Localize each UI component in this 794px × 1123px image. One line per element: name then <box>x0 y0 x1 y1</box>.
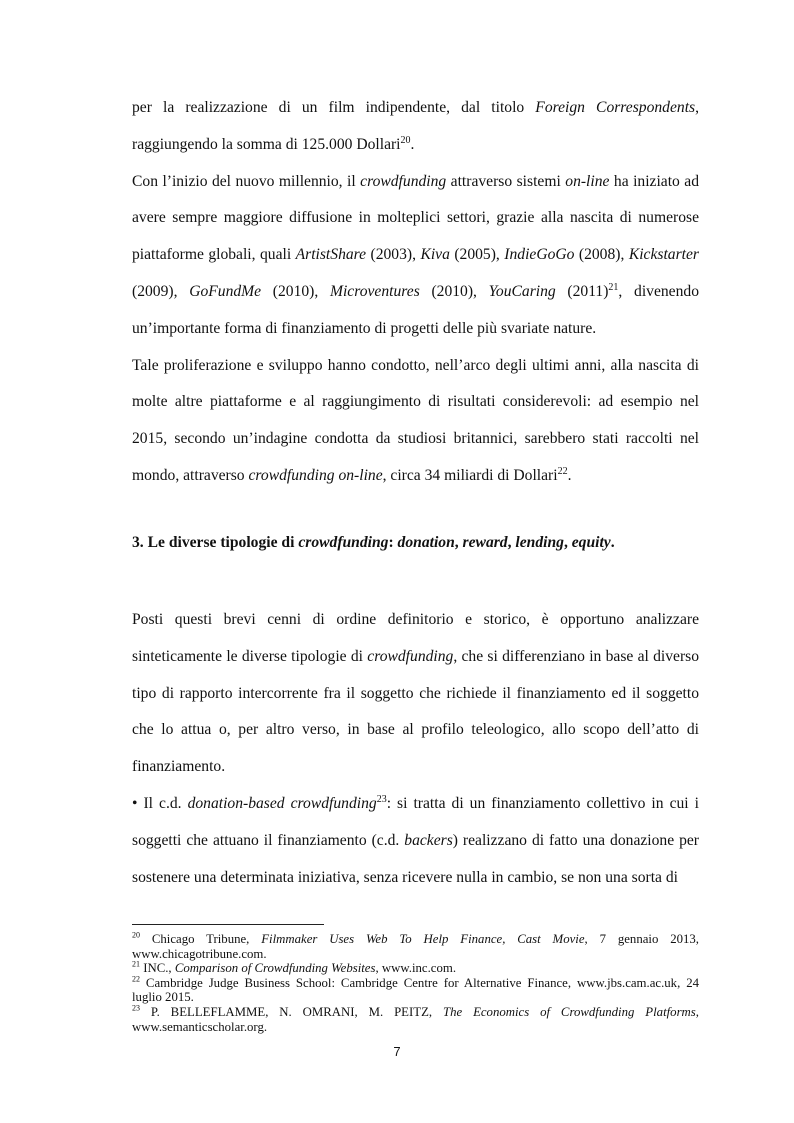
footnote-23 <box>132 1005 699 1034</box>
paragraph-foreign-correspondents <box>132 90 699 164</box>
footnote-ref: 20 <box>132 930 140 940</box>
text-run: , 7 gennaio 2013, www.chicagotribune.com. <box>132 932 699 961</box>
text-run: INC., <box>140 961 175 976</box>
text-run: , www.inc.com. <box>375 961 457 976</box>
text-run: attraverso sistemi <box>446 172 566 190</box>
text-run: , raggiungendo la somma di 125.000 Dollari <box>132 99 699 153</box>
text-run: Comparison of Crowdfunding Websites <box>174 961 376 976</box>
paragraph-proliferation <box>132 348 699 495</box>
text-run: P. BELLEFLAMME, N. OMRANI, M. PEITZ, <box>140 1004 443 1019</box>
footnote-ref: 21 <box>132 959 140 969</box>
text-run: (2005), <box>449 246 505 264</box>
text-run: ha iniziato ad avere sempre maggiore diffusione in molteplici settori, grazie alla nascita di numerose piattaforme globali, quali <box>132 172 700 264</box>
footnote-20 <box>132 932 699 961</box>
text-run: GoFundMe <box>189 282 262 300</box>
text-run: reward <box>462 534 508 551</box>
text-run: (2008), <box>574 246 629 264</box>
text-run: crowdfunding <box>367 647 454 665</box>
text-run: ) realizzano di fatto una donazione per sostenere una determinata iniziativa, senza ricevere nulla in cambio, se non una sorta di <box>132 831 700 886</box>
text-run: , www.semanticscholar.org. <box>132 1004 699 1034</box>
text-run: , circa 34 miliardi di Dollari <box>382 466 558 484</box>
text-run: donation <box>397 534 455 551</box>
text-run: , <box>507 534 516 551</box>
text-run: YouCaring <box>488 282 556 300</box>
text-run: (2010), <box>419 282 489 300</box>
footnote-ref: 21 <box>608 281 619 293</box>
text-run: The Economics of Crowdfunding Platforms <box>442 1004 696 1019</box>
text-run: crowdfunding <box>360 172 447 190</box>
text-run: Foreign Correspondents <box>535 99 696 116</box>
footnote-ref: 23 <box>376 793 387 805</box>
text-run: Posti questi brevi cenni di ordine definitorio e storico, è opportuno analizzare sinteticamente le diverse tipologie di <box>132 611 699 665</box>
text-run: crowdfunding on-line <box>248 466 383 484</box>
text-run: (2003), <box>366 246 421 264</box>
text-run: . <box>410 135 415 153</box>
text-run: 3. Le diverse tipologie di <box>132 534 299 551</box>
footnote-ref: 22 <box>557 465 568 477</box>
paragraph-new-millennium <box>132 164 699 348</box>
text-run: Filmmaker Uses Web To Help Finance, Cast Movie <box>261 932 585 946</box>
text-run: Microventures <box>329 282 420 300</box>
text-run: Con l’inizio del nuovo millennio, il <box>132 172 361 190</box>
footnote-separator <box>132 924 324 925</box>
text-run: Kiva <box>420 246 450 264</box>
text-run: , che si differenziano in base al diverso tipo di rapporto intercorrente fra il soggetto che richiede il finanziamento ed il soggetto che lo attua o, per altro verso, in base al profilo teleologico, allo scopo dell’atto di finanziamento. <box>132 647 700 776</box>
text-run: Cambridge Judge Business School: Cambridge Centre for Alternative Finance, www.jbs.cam.ac.uk, 24 luglio 2015. <box>132 975 699 1005</box>
section-heading <box>132 534 615 552</box>
text-run: , <box>563 534 572 551</box>
text-run: (2009), <box>132 282 190 300</box>
body-text-top <box>132 90 699 495</box>
text-run: (2010), <box>261 282 330 300</box>
text-run: lending <box>515 534 564 551</box>
text-run: Chicago Tribune, <box>140 932 262 946</box>
footnote-21 <box>132 961 699 976</box>
text-run: : <box>388 534 398 551</box>
text-run: IndieGoGo <box>504 246 575 264</box>
text-run: . <box>567 466 572 484</box>
paragraph-donation-based <box>132 786 699 896</box>
text-run: , divenendo un’importante forma di finanziamento di progetti delle più svariate nature. <box>132 282 699 337</box>
text-run: donation-based crowdfunding <box>187 794 377 812</box>
text-run: backers <box>404 831 453 849</box>
text-run: on-line <box>565 172 610 190</box>
text-run: (2011) <box>555 282 609 300</box>
footnote-22 <box>132 976 699 1005</box>
page-number: 7 <box>393 1044 401 1059</box>
paragraph-typologies-intro <box>132 602 699 786</box>
text-run: • Il c.d. <box>132 794 188 812</box>
footnote-ref: 22 <box>132 974 140 984</box>
text-run: Kickstarter <box>628 246 699 264</box>
footnotes <box>132 932 699 1034</box>
text-run: equity <box>571 534 611 551</box>
text-run: : si tratta di un finanziamento collettivo in cui i soggetti che attuano il finanziamento (c.d. <box>132 794 699 849</box>
text-run: per la realizzazione di un film indipendente, dal titolo <box>132 99 536 116</box>
text-run: . <box>610 534 615 551</box>
text-run: , <box>454 534 463 551</box>
footnote-ref: 23 <box>132 1003 140 1013</box>
body-text-section <box>132 602 699 896</box>
footnote-ref: 20 <box>400 134 411 146</box>
text-run: Tale proliferazione e sviluppo hanno condotto, nell’arco degli ultimi anni, alla nascita di molte altre piattaforme e al raggiungimento di risultati considerevoli: ad esempio nel 2015, secondo un’indagine condotta da studiosi britannici, sarebbero stati raccolti nel mondo, attraverso <box>132 356 699 484</box>
text-run: crowdfunding <box>298 534 389 551</box>
text-run: ArtistShare <box>295 246 367 264</box>
